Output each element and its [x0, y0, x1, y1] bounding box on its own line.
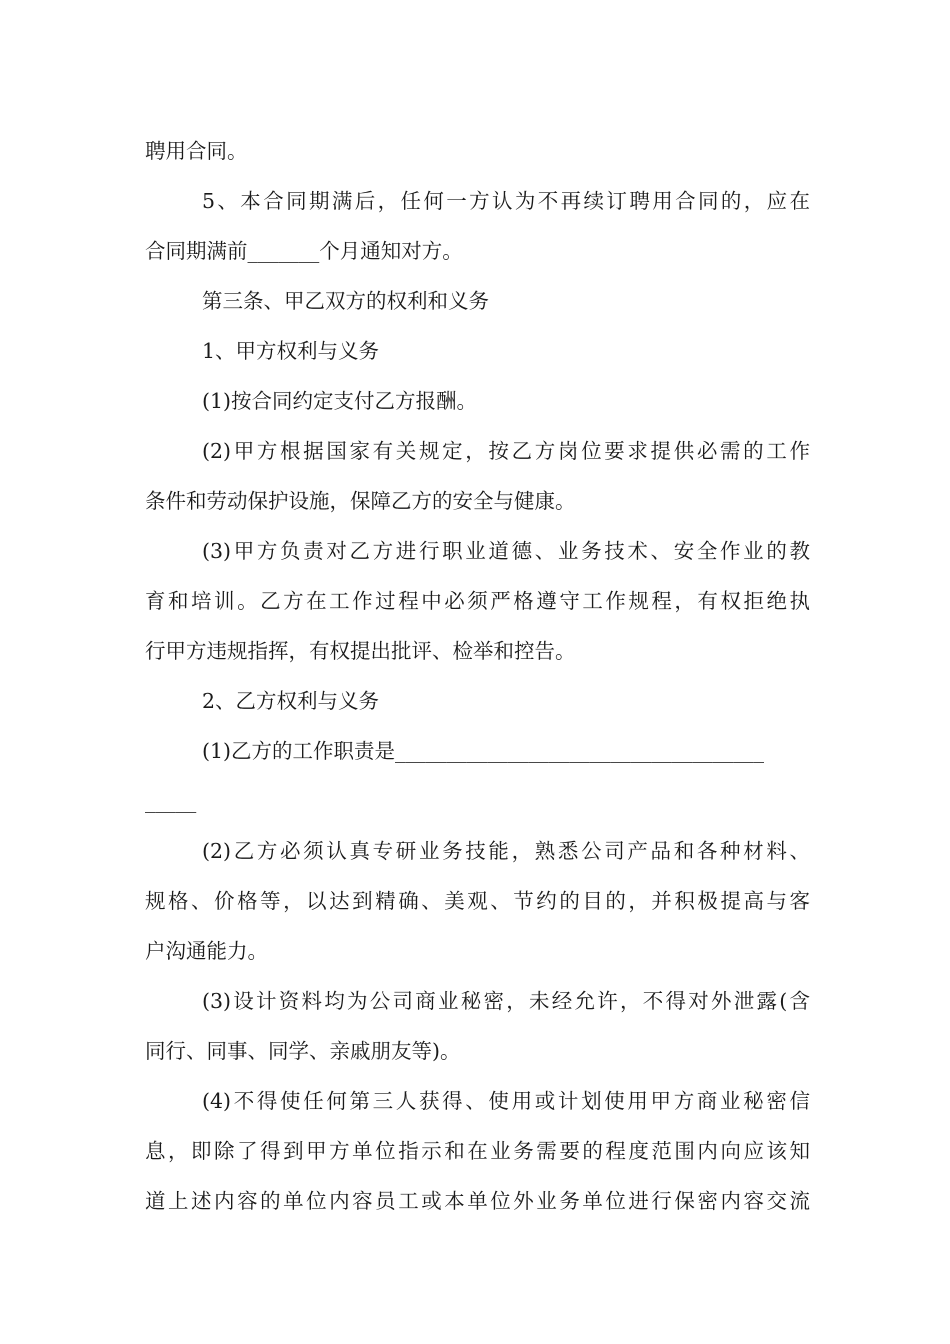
text-line-10: 育和培训。乙方在工作过程中必须严格遵守工作规程，有权拒绝执	[145, 589, 810, 613]
text-line-14: _____	[145, 789, 197, 813]
text-line-19: 同行、同事、同学、亲戚朋友等)。	[145, 1039, 461, 1063]
text-line-4: 第三条、甲乙双方的权利和义务	[202, 289, 489, 313]
text-line-21: 息，即除了得到甲方单位指示和在业务需要的程度范围内向应该知	[145, 1139, 810, 1163]
text-line-8: 条件和劳动保护设施，保障乙方的安全与健康。	[145, 489, 576, 513]
text-line-5: 1、甲方权利与义务	[202, 339, 380, 363]
text-line-9: (3)甲方负责对乙方进行职业道德、业务技术、安全作业的教	[202, 539, 810, 563]
text-line-11: 行甲方违规指挥，有权提出批评、检举和控告。	[145, 639, 576, 663]
text-line-18: (3)设计资料均为公司商业秘密，未经允许，不得对外泄露(含	[202, 989, 810, 1013]
text-line-3: 合同期满前_______个月通知对方。	[145, 239, 463, 263]
text-line-22: 道上述内容的单位内容员工或本单位外业务单位进行保密内容交流	[145, 1189, 810, 1213]
text-line-15: (2)乙方必须认真专研业务技能，熟悉公司产品和各种材料、	[202, 839, 810, 863]
text-line-20: (4)不得使任何第三人获得、使用或计划使用甲方商业秘密信	[202, 1089, 810, 1113]
text-line-2: 5、本合同期满后，任何一方认为不再续订聘用合同的，应在	[202, 189, 810, 213]
text-line-7: (2)甲方根据国家有关规定，按乙方岗位要求提供必需的工作	[202, 439, 810, 463]
text-line-17: 户沟通能力。	[145, 939, 268, 963]
text-line-1: 聘用合同。	[145, 139, 248, 163]
text-line-12: 2、乙方权利与义务	[202, 689, 380, 713]
text-line-16: 规格、价格等，以达到精确、美观、节约的目的，并积极提高与客	[145, 889, 810, 913]
text-line-13: (1)乙方的工作职责是____________________________________	[202, 739, 765, 763]
text-line-6: (1)按合同约定支付乙方报酬。	[202, 389, 478, 413]
